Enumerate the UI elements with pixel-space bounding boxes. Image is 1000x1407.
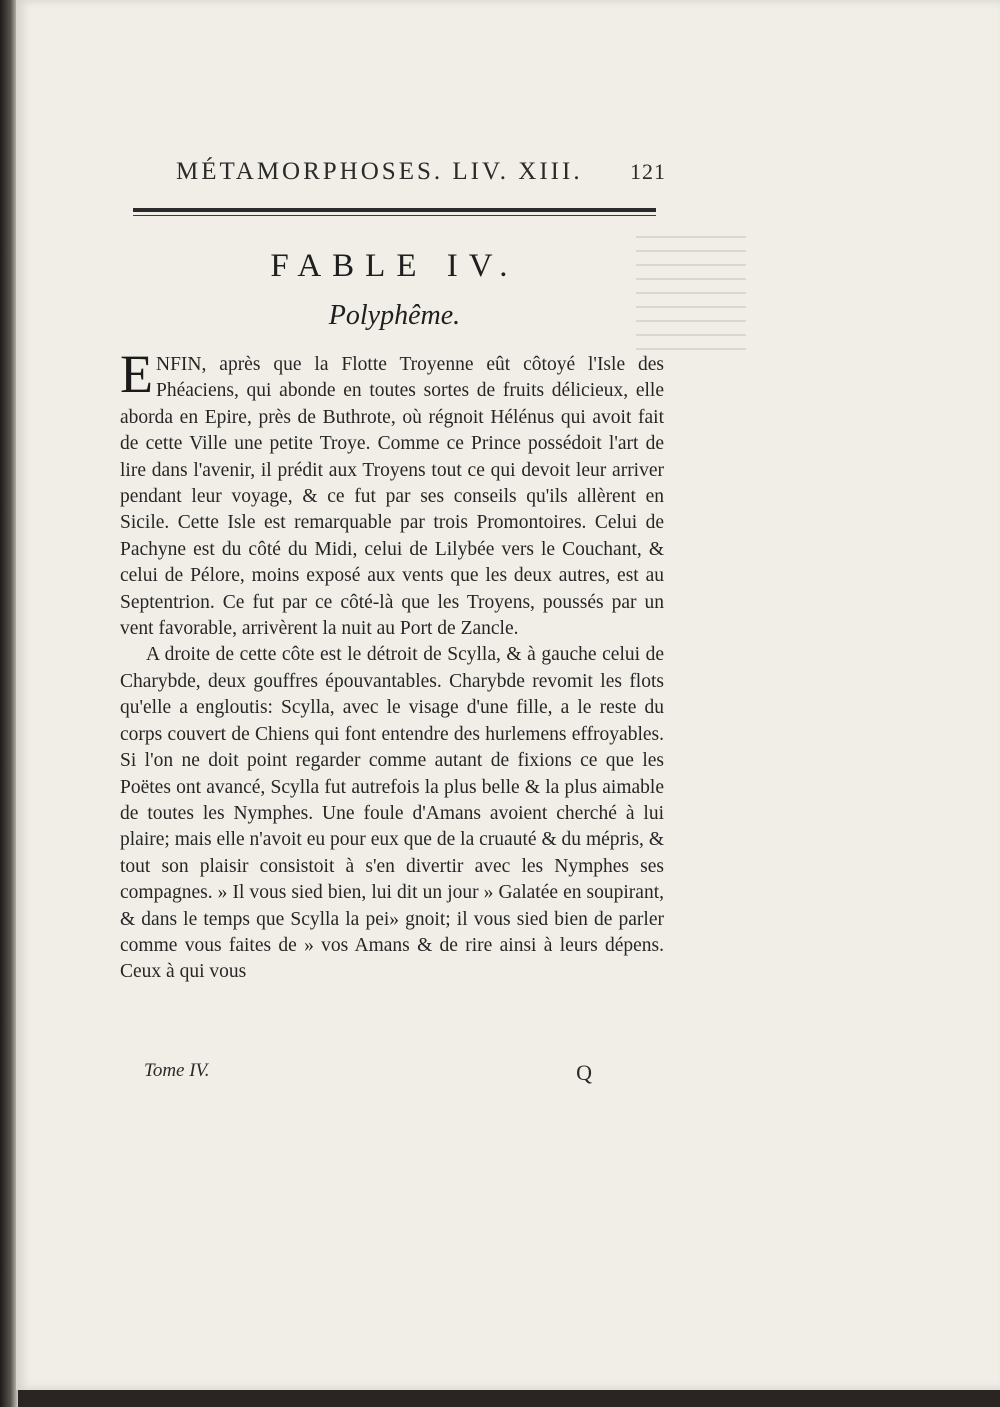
running-title: MÉTAMORPHOSES. LIV. XIII. bbox=[176, 158, 583, 185]
volume-label: Tome IV. bbox=[144, 1060, 210, 1081]
paragraph: ENFIN, après que la Flotte Troyenne eût côtoyé l'Isle des Phéaciens, qui abonde en toutes sortes de fruits délicieux, elle aborda en Epire, près de Buthrote, où régnoit Hélénus qui avoit fait de cette Ville une petite Troye. Comme ce Prince possédoit l'art de lire dans l'avenir, il prédit aux Troyens tout ce qui devoit leur arriver pendant leur voyage, & ce fut par ses conseils qu'ils allèrent en Sicile. Cette Isle est remarquable par trois Promontoires. Celui de Pachyne est du côté du Midi, celui de Lilybée vers le Couchant, & celui de Pélore, moins exposé aux vents que les deux autres, est au Septentrion. Ce fut par ce côté-là que les Troyens, poussés par un vent favorable, arrivèrent la nuit au Port de Zancle. bbox=[120, 344, 664, 640]
header-rule-thin bbox=[133, 215, 656, 216]
fable-subtitle: Polyphême. bbox=[328, 300, 461, 331]
fable-title: FABLE IV. bbox=[270, 248, 519, 284]
header-rule bbox=[133, 208, 656, 212]
body-text bbox=[120, 344, 664, 986]
running-header bbox=[176, 158, 666, 186]
page-footer bbox=[144, 1060, 614, 1086]
paragraph: A droite de cette côte est le détroit de Scylla, & à gauche celui de Charybde, deux gouffres épouvantables. Charybde revomit les flots qu'elle a engloutis: Scylla, avec le visage d'une fille, a le reste du corps couvert de Chiens qui font entendre des hurlemens effroyables. Si l'on ne doit point regarder comme autant de fixions ce que les Poëtes ont avancé, Scylla fut autrefois la plus belle & la plus aimable de toutes les Nymphes. Une foule d'Amans avoient cherché à lui plaire; mais elle n'avoit eu pour eux que de la cruauté & du mépris, & tout son plaisir consistoit à s'en divertir avec les Nymphes ses compagnes. » Il vous sied bien, lui dit un jour » Galatée en soupirant, & dans le temps que Scylla la pei» gnoit; il vous sied bien de parler comme vous faites de » vos Amans & de rire ainsi à leurs dépens. Ceux à qui vous bbox=[120, 644, 664, 983]
page-number: 121 bbox=[630, 159, 666, 184]
signature-mark: Q bbox=[576, 1060, 592, 1085]
book-page bbox=[16, 0, 1000, 1390]
